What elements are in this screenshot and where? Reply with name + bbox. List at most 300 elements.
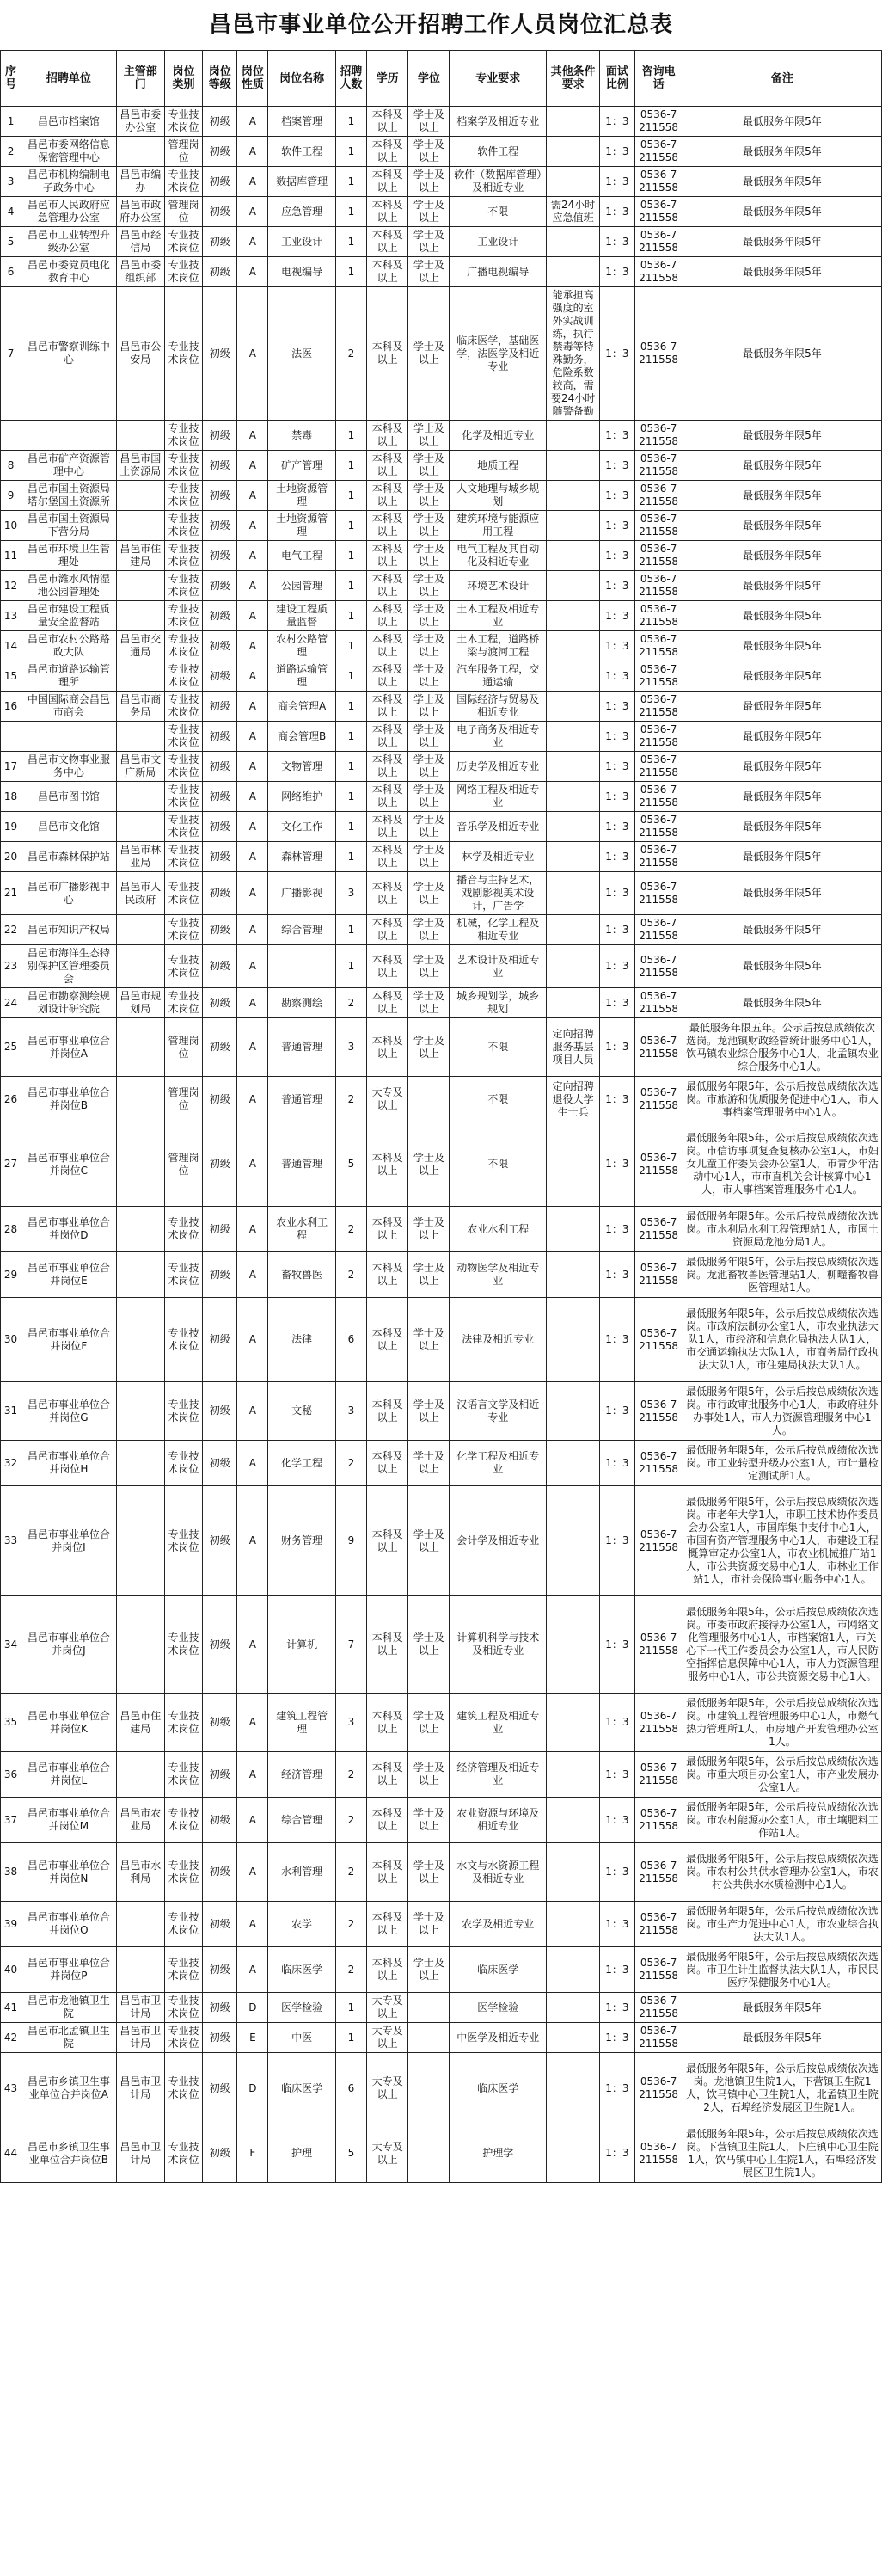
cell-dept: 昌邑市交通局 <box>116 631 164 661</box>
cell-ratio: 1：3 <box>600 1252 634 1298</box>
cell-nature: A <box>237 1207 268 1252</box>
header-post: 岗位名称 <box>268 51 335 107</box>
cell-nature: A <box>237 661 268 692</box>
cell-post: 综合管理 <box>268 1798 335 1843</box>
cell-category: 专业技术岗位 <box>164 915 202 945</box>
cell-tel: 0536-7211558 <box>634 1798 683 1843</box>
cell-degree: 学士及以上 <box>408 1018 450 1077</box>
cell-dept: 昌邑市规划局 <box>116 988 164 1018</box>
table-row <box>1 541 882 571</box>
cell-num: 2 <box>335 1441 366 1486</box>
cell-unit: 昌邑市北孟镇卫生院 <box>21 2023 117 2053</box>
cell-tel: 0536-7211558 <box>634 988 683 1018</box>
cell-nature: A <box>237 1694 268 1752</box>
table-row <box>1 2124 882 2183</box>
cell-post <box>268 945 335 988</box>
cell-edu: 本科及以上 <box>367 571 408 601</box>
cell-num: 2 <box>335 1843 366 1902</box>
cell-ratio: 1：3 <box>600 571 634 601</box>
cell-no: 19 <box>1 812 21 842</box>
cell-no: 43 <box>1 2053 21 2124</box>
cell-unit: 昌邑市委党员电化教育中心 <box>21 257 117 287</box>
cell-note: 最低服务年限5年 <box>683 541 881 571</box>
cell-level: 初级 <box>203 421 237 451</box>
cell-category: 专业技术岗位 <box>164 722 202 752</box>
header-note: 备注 <box>683 51 881 107</box>
cell-level: 初级 <box>203 451 237 481</box>
cell-level: 初级 <box>203 1382 237 1441</box>
cell-major: 不限 <box>450 1077 547 1122</box>
cell-level: 初级 <box>203 1122 237 1207</box>
cell-ratio: 1：3 <box>600 1077 634 1122</box>
cell-other <box>547 661 600 692</box>
cell-major: 临床医学，基础医学，法医学及相近专业 <box>450 287 547 421</box>
cell-unit: 昌邑市事业单位合并岗位E <box>21 1252 117 1298</box>
cell-num: 1 <box>335 451 366 481</box>
cell-ratio: 1：3 <box>600 915 634 945</box>
cell-unit: 昌邑市森林保护站 <box>21 842 117 872</box>
cell-level: 初级 <box>203 631 237 661</box>
cell-edu: 本科及以上 <box>367 1298 408 1382</box>
cell-nature: A <box>237 1843 268 1902</box>
cell-category: 专业技术岗位 <box>164 842 202 872</box>
cell-level: 初级 <box>203 2124 237 2183</box>
cell-tel: 0536-7211558 <box>634 1382 683 1441</box>
cell-category: 专业技术岗位 <box>164 1382 202 1441</box>
table-row <box>1 1694 882 1752</box>
cell-post: 建设工程质量监督 <box>268 601 335 631</box>
cell-note: 最低服务年限5年 <box>683 782 881 812</box>
cell-level: 初级 <box>203 1843 237 1902</box>
cell-nature: A <box>237 511 268 541</box>
cell-degree: 学士及以上 <box>408 1902 450 1947</box>
cell-num: 1 <box>335 842 366 872</box>
cell-tel: 0536-7211558 <box>634 2124 683 2183</box>
cell-ratio: 1：3 <box>600 782 634 812</box>
table-row <box>1 481 882 511</box>
cell-no: 22 <box>1 915 21 945</box>
cell-post: 土地资源管理 <box>268 481 335 511</box>
cell-dept: 昌邑市林业局 <box>116 842 164 872</box>
cell-unit: 昌邑市文化馆 <box>21 812 117 842</box>
cell-tel: 0536-7211558 <box>634 945 683 988</box>
cell-other <box>547 988 600 1018</box>
cell-edu: 本科及以上 <box>367 812 408 842</box>
header-nature: 岗位性质 <box>237 51 268 107</box>
cell-post: 软件工程 <box>268 137 335 167</box>
cell-edu: 大专及以上 <box>367 2023 408 2053</box>
cell-note: 最低服务年限5年，公示后按总成绩依次选岗。市政府法制办公室1人，市农业执法大队1人，市经济和信息化局执法大队1人，市交通运输执法大队1人，市商务局行政执法大队1人，市住建局执法大队1人。 <box>683 1298 881 1382</box>
cell-ratio: 1：3 <box>600 1798 634 1843</box>
table-row <box>1 287 882 421</box>
table-row <box>1 511 882 541</box>
cell-degree: 学士及以上 <box>408 1298 450 1382</box>
cell-dept <box>116 1947 164 1993</box>
cell-edu: 本科及以上 <box>367 287 408 421</box>
cell-edu: 本科及以上 <box>367 722 408 752</box>
cell-no: 4 <box>1 197 21 227</box>
cell-category: 专业技术岗位 <box>164 227 202 257</box>
table-row <box>1 1993 882 2023</box>
cell-post: 道路运输管理 <box>268 661 335 692</box>
cell-nature: A <box>237 1752 268 1798</box>
cell-dept <box>116 1382 164 1441</box>
cell-ratio: 1：3 <box>600 167 634 197</box>
cell-category: 专业技术岗位 <box>164 631 202 661</box>
cell-major: 化学及相近专业 <box>450 421 547 451</box>
cell-degree: 学士及以上 <box>408 915 450 945</box>
cell-note: 最低服务年限5年 <box>683 451 881 481</box>
cell-degree: 学士及以上 <box>408 945 450 988</box>
cell-dept: 昌邑市政府办公室 <box>116 197 164 227</box>
cell-nature: A <box>237 601 268 631</box>
cell-no: 12 <box>1 571 21 601</box>
cell-other <box>547 812 600 842</box>
cell-no: 24 <box>1 988 21 1018</box>
cell-edu: 本科及以上 <box>367 915 408 945</box>
cell-no: 42 <box>1 2023 21 2053</box>
cell-nature: A <box>237 481 268 511</box>
cell-other <box>547 2023 600 2053</box>
cell-category: 专业技术岗位 <box>164 1298 202 1382</box>
cell-post: 土地资源管理 <box>268 511 335 541</box>
cell-no: 37 <box>1 1798 21 1843</box>
cell-dept <box>116 601 164 631</box>
cell-level: 初级 <box>203 227 237 257</box>
cell-dept <box>116 137 164 167</box>
cell-other <box>547 1122 600 1207</box>
cell-post: 法医 <box>268 287 335 421</box>
cell-note: 最低服务年限5年 <box>683 692 881 722</box>
table-row <box>1 1752 882 1798</box>
cell-note: 最低服务年限5年 <box>683 197 881 227</box>
cell-level: 初级 <box>203 257 237 287</box>
cell-nature: F <box>237 2124 268 2183</box>
cell-tel: 0536-7211558 <box>634 227 683 257</box>
cell-dept <box>116 511 164 541</box>
cell-major: 城乡规划学，城乡规划 <box>450 988 547 1018</box>
cell-ratio: 1：3 <box>600 722 634 752</box>
cell-ratio: 1：3 <box>600 1902 634 1947</box>
cell-major: 电气工程及其自动化及相近专业 <box>450 541 547 571</box>
cell-num: 1 <box>335 197 366 227</box>
table-row <box>1 1843 882 1902</box>
cell-other <box>547 872 600 915</box>
cell-note: 最低服务年限5年 <box>683 481 881 511</box>
cell-dept: 昌邑市委组织部 <box>116 257 164 287</box>
table-row <box>1 1798 882 1843</box>
cell-dept <box>116 1252 164 1298</box>
cell-no: 2 <box>1 137 21 167</box>
cell-no <box>1 421 21 451</box>
cell-degree: 学士及以上 <box>408 257 450 287</box>
cell-other: 定向招聘服务基层项目人员 <box>547 1018 600 1077</box>
cell-note: 最低服务年限5年 <box>683 167 881 197</box>
cell-post: 普通管理 <box>268 1122 335 1207</box>
cell-edu: 本科及以上 <box>367 601 408 631</box>
cell-other <box>547 571 600 601</box>
cell-ratio: 1：3 <box>600 661 634 692</box>
cell-note: 最低服务年限5年，公示后按总成绩依次选岗。下营镇卫生院1人，卜庄镇中心卫生院1人，饮马镇中心卫生院1人，石埠经济发展区卫生院1人。 <box>683 2124 881 2183</box>
cell-category: 专业技术岗位 <box>164 1486 202 1596</box>
header-major: 专业要求 <box>450 51 547 107</box>
cell-unit: 昌邑市事业单位合并岗位N <box>21 1843 117 1902</box>
cell-unit: 昌邑市事业单位合并岗位H <box>21 1441 117 1486</box>
cell-degree: 学士及以上 <box>408 1486 450 1596</box>
cell-edu: 本科及以上 <box>367 1694 408 1752</box>
cell-major: 土木工程，道路桥梁与渡河工程 <box>450 631 547 661</box>
cell-dept: 昌邑市编办 <box>116 167 164 197</box>
cell-unit: 昌邑市乡镇卫生事业单位合并岗位A <box>21 2053 117 2124</box>
cell-no: 40 <box>1 1947 21 1993</box>
cell-no: 7 <box>1 287 21 421</box>
cell-nature: A <box>237 988 268 1018</box>
table-row <box>1 1596 882 1694</box>
cell-degree: 学士及以上 <box>408 842 450 872</box>
cell-post: 畜牧兽医 <box>268 1252 335 1298</box>
table-row <box>1 872 882 915</box>
table-row <box>1 451 882 481</box>
cell-post: 化学工程 <box>268 1441 335 1486</box>
cell-level: 初级 <box>203 601 237 631</box>
cell-dept <box>116 1018 164 1077</box>
cell-dept <box>116 571 164 601</box>
cell-major: 会计学及相近专业 <box>450 1486 547 1596</box>
cell-nature: A <box>237 945 268 988</box>
cell-degree: 学士及以上 <box>408 1596 450 1694</box>
cell-num: 1 <box>335 257 366 287</box>
cell-tel: 0536-7211558 <box>634 601 683 631</box>
cell-category: 专业技术岗位 <box>164 541 202 571</box>
header-other: 其他条件要求 <box>547 51 600 107</box>
cell-category: 专业技术岗位 <box>164 421 202 451</box>
cell-edu: 大专及以上 <box>367 1077 408 1122</box>
cell-nature: A <box>237 1382 268 1441</box>
cell-post: 电视编导 <box>268 257 335 287</box>
cell-post: 普通管理 <box>268 1018 335 1077</box>
cell-ratio: 1：3 <box>600 2053 634 2124</box>
cell-edu: 本科及以上 <box>367 257 408 287</box>
cell-no: 16 <box>1 692 21 722</box>
cell-level: 初级 <box>203 571 237 601</box>
cell-dept <box>116 1207 164 1252</box>
cell-major: 护理学 <box>450 2124 547 2183</box>
header-category: 岗位类别 <box>164 51 202 107</box>
cell-other <box>547 1596 600 1694</box>
cell-note: 最低服务年限5年，公示后按总成绩依次选岗。龙池畜牧兽医管理站1人，柳疃畜牧兽医管理站1人。 <box>683 1252 881 1298</box>
cell-ratio: 1：3 <box>600 1382 634 1441</box>
cell-major: 建筑环境与能源应用工程 <box>450 511 547 541</box>
cell-num: 1 <box>335 1993 366 2023</box>
cell-major: 土木工程及相近专业 <box>450 601 547 631</box>
cell-degree: 学士及以上 <box>408 1382 450 1441</box>
cell-edu: 本科及以上 <box>367 1486 408 1596</box>
cell-post: 建筑工程管理 <box>268 1694 335 1752</box>
cell-post: 临床医学 <box>268 1947 335 1993</box>
cell-level: 初级 <box>203 541 237 571</box>
cell-ratio: 1：3 <box>600 631 634 661</box>
cell-post: 综合管理 <box>268 915 335 945</box>
cell-no: 30 <box>1 1298 21 1382</box>
cell-unit: 昌邑市事业单位合并岗位L <box>21 1752 117 1798</box>
cell-note: 最低服务年限5年 <box>683 915 881 945</box>
cell-category: 专业技术岗位 <box>164 945 202 988</box>
cell-note: 最低服务年限5年，公示后按总成绩依次选岗。市老年大学1人，市职工技术协作委员会办公室1人，市国库集中支付中心1人，市国有资产管理服务中心1人，市建设工程概算审定办公室1人，市农业机械推广站1人，市公共资源交易中心1人，市林业工作站1人，市社会保险事业服务中心1人。 <box>683 1486 881 1596</box>
cell-tel: 0536-7211558 <box>634 421 683 451</box>
cell-ratio: 1：3 <box>600 257 634 287</box>
cell-note: 最低服务年限5年 <box>683 571 881 601</box>
cell-no: 26 <box>1 1077 21 1122</box>
cell-degree: 学士及以上 <box>408 752 450 782</box>
cell-tel: 0536-7211558 <box>634 451 683 481</box>
cell-num: 6 <box>335 2053 366 2124</box>
cell-no: 3 <box>1 167 21 197</box>
cell-num: 1 <box>335 722 366 752</box>
cell-no: 35 <box>1 1694 21 1752</box>
cell-category: 专业技术岗位 <box>164 571 202 601</box>
cell-ratio: 1：3 <box>600 197 634 227</box>
cell-dept <box>116 1752 164 1798</box>
cell-ratio: 1：3 <box>600 107 634 137</box>
cell-unit: 昌邑市事业单位合并岗位C <box>21 1122 117 1207</box>
cell-post: 计算机 <box>268 1596 335 1694</box>
cell-note: 最低服务年限5年 <box>683 511 881 541</box>
table-row <box>1 1486 882 1596</box>
cell-major: 艺术设计及相近专业 <box>450 945 547 988</box>
cell-degree: 学士及以上 <box>408 722 450 752</box>
cell-dept: 昌邑市经信局 <box>116 227 164 257</box>
cell-ratio: 1：3 <box>600 227 634 257</box>
cell-nature: A <box>237 227 268 257</box>
cell-degree: 学士及以上 <box>408 1207 450 1252</box>
table-row <box>1 1077 882 1122</box>
cell-edu: 本科及以上 <box>367 1843 408 1902</box>
cell-other <box>547 1843 600 1902</box>
table-row <box>1 601 882 631</box>
cell-degree: 学士及以上 <box>408 197 450 227</box>
cell-tel: 0536-7211558 <box>634 752 683 782</box>
cell-post: 工业设计 <box>268 227 335 257</box>
cell-nature: A <box>237 137 268 167</box>
cell-unit: 昌邑市事业单位合并岗位G <box>21 1382 117 1441</box>
cell-ratio: 1：3 <box>600 421 634 451</box>
table-row <box>1 1207 882 1252</box>
page-title: 昌邑市事业单位公开招聘工作人员岗位汇总表 <box>208 12 673 38</box>
cell-unit: 昌邑市事业单位合并岗位I <box>21 1486 117 1596</box>
cell-other <box>547 2053 600 2124</box>
cell-major: 农学及相近专业 <box>450 1902 547 1947</box>
cell-major: 广播电视编导 <box>450 257 547 287</box>
table-row <box>1 571 882 601</box>
cell-edu: 本科及以上 <box>367 511 408 541</box>
cell-nature: A <box>237 451 268 481</box>
cell-nature: E <box>237 2023 268 2053</box>
cell-unit: 昌邑市文物事业服务中心 <box>21 752 117 782</box>
cell-ratio: 1：3 <box>600 1207 634 1252</box>
cell-nature: D <box>237 1993 268 2023</box>
cell-note: 最低服务年限5年 <box>683 945 881 988</box>
cell-category: 专业技术岗位 <box>164 2124 202 2183</box>
cell-major: 化学工程及相近专业 <box>450 1441 547 1486</box>
cell-other <box>547 692 600 722</box>
cell-ratio: 1：3 <box>600 2023 634 2053</box>
cell-note: 最低服务年限5年 <box>683 722 881 752</box>
cell-ratio: 1：3 <box>600 1298 634 1382</box>
cell-edu: 本科及以上 <box>367 872 408 915</box>
cell-dept: 昌邑市住建局 <box>116 541 164 571</box>
cell-category: 专业技术岗位 <box>164 511 202 541</box>
cell-category: 专业技术岗位 <box>164 287 202 421</box>
cell-num: 2 <box>335 287 366 421</box>
cell-ratio: 1：3 <box>600 1993 634 2023</box>
cell-note: 最低服务年限5年 <box>683 872 881 915</box>
cell-degree: 学士及以上 <box>408 137 450 167</box>
cell-nature: A <box>237 421 268 451</box>
cell-category: 专业技术岗位 <box>164 661 202 692</box>
cell-dept: 昌邑市卫计局 <box>116 2053 164 2124</box>
cell-level: 初级 <box>203 1752 237 1798</box>
cell-ratio: 1：3 <box>600 692 634 722</box>
cell-degree: 学士及以上 <box>408 1798 450 1843</box>
cell-num: 2 <box>335 1752 366 1798</box>
cell-num: 2 <box>335 1252 366 1298</box>
table-row <box>1 2053 882 2124</box>
cell-level: 初级 <box>203 872 237 915</box>
cell-no: 29 <box>1 1252 21 1298</box>
cell-nature: D <box>237 2053 268 2124</box>
cell-degree: 学士及以上 <box>408 661 450 692</box>
cell-tel: 0536-7211558 <box>634 481 683 511</box>
cell-other <box>547 1902 600 1947</box>
cell-category: 专业技术岗位 <box>164 2023 202 2053</box>
header-no: 序号 <box>1 51 21 107</box>
table-row <box>1 631 882 661</box>
cell-tel: 0536-7211558 <box>634 167 683 197</box>
cell-edu: 本科及以上 <box>367 1018 408 1077</box>
cell-post: 网络维护 <box>268 782 335 812</box>
cell-ratio: 1：3 <box>600 601 634 631</box>
cell-unit: 昌邑市委网络信息保密管理中心 <box>21 137 117 167</box>
cell-edu: 大专及以上 <box>367 2053 408 2124</box>
cell-no: 13 <box>1 601 21 631</box>
cell-no: 41 <box>1 1993 21 2023</box>
cell-unit <box>21 722 117 752</box>
cell-major: 人文地理与城乡规划 <box>450 481 547 511</box>
cell-level: 初级 <box>203 945 237 988</box>
table-row <box>1 227 882 257</box>
cell-major: 不限 <box>450 197 547 227</box>
cell-other <box>547 915 600 945</box>
cell-level: 初级 <box>203 1077 237 1122</box>
cell-degree <box>408 2023 450 2053</box>
cell-degree <box>408 2124 450 2183</box>
cell-num: 1 <box>335 915 366 945</box>
cell-no: 8 <box>1 451 21 481</box>
cell-tel: 0536-7211558 <box>634 722 683 752</box>
cell-level: 初级 <box>203 1902 237 1947</box>
table-row <box>1 1902 882 1947</box>
cell-note: 最低服务年限5年，公示后按总成绩依次选岗。市重大项目办公室1人，市产业发展办公室1人。 <box>683 1752 881 1798</box>
cell-degree: 学士及以上 <box>408 1752 450 1798</box>
cell-tel: 0536-7211558 <box>634 1486 683 1596</box>
cell-other <box>547 1947 600 1993</box>
cell-level: 初级 <box>203 107 237 137</box>
cell-tel: 0536-7211558 <box>634 511 683 541</box>
cell-num: 1 <box>335 782 366 812</box>
cell-nature: A <box>237 1298 268 1382</box>
cell-ratio: 1：3 <box>600 1843 634 1902</box>
cell-category: 专业技术岗位 <box>164 257 202 287</box>
